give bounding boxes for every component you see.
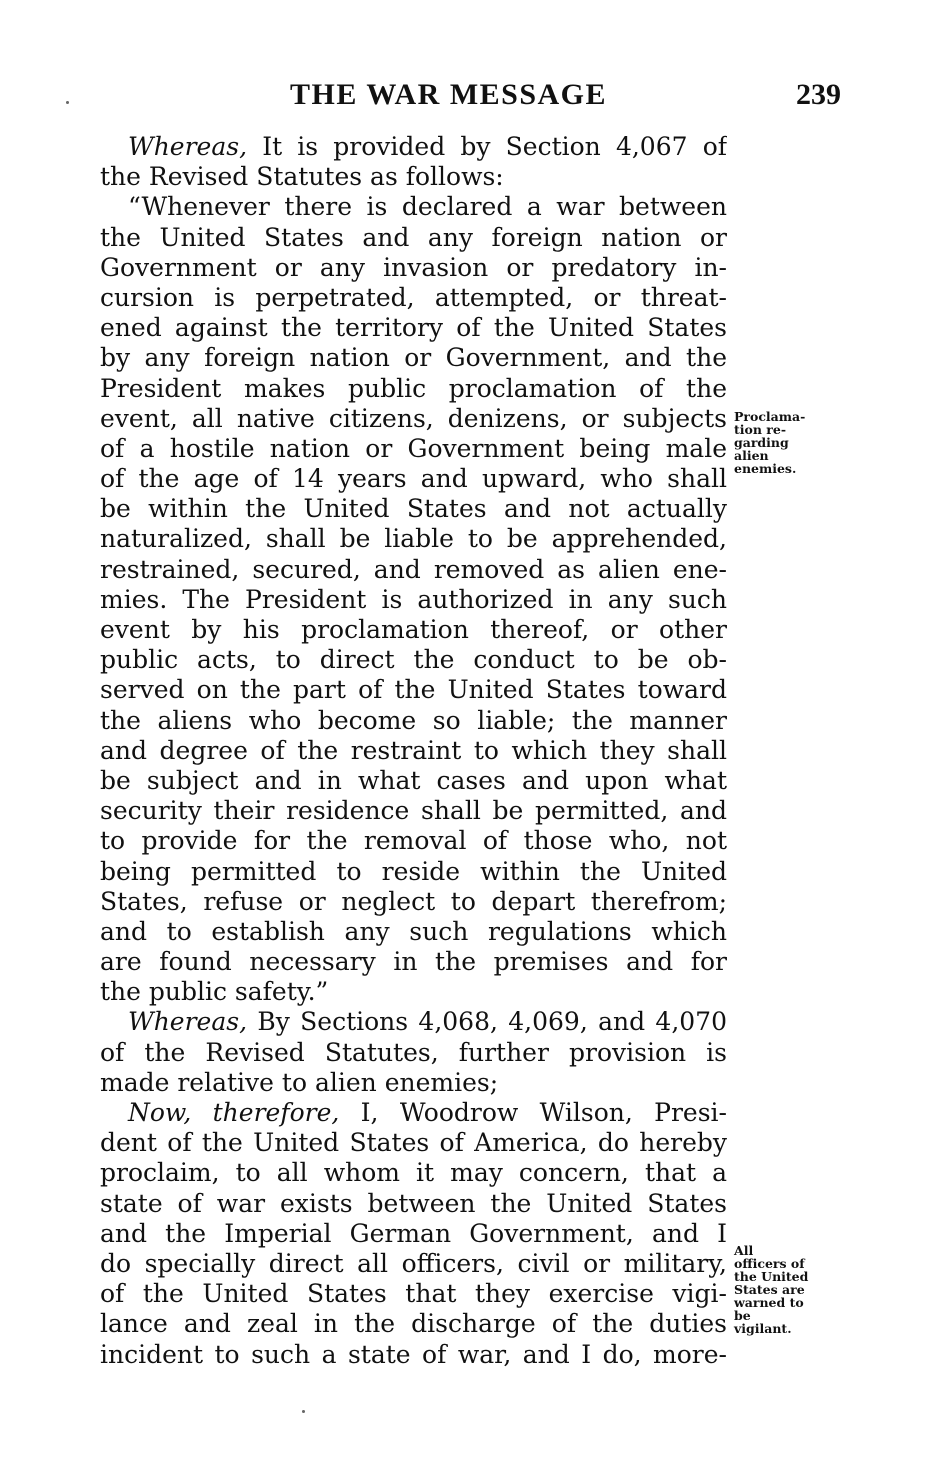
page-header [0, 78, 950, 118]
text-line [100, 1279, 727, 1309]
text-line [100, 494, 727, 524]
text-line [100, 313, 727, 343]
text-line [100, 887, 727, 917]
line-text: President makes public proclamation of the [100, 373, 727, 403]
text-line [100, 434, 727, 464]
line-text: and to establish any such regulations which [100, 916, 727, 946]
italic-lead: Whereas, [128, 1007, 248, 1037]
line-text: do specially direct all officers, civil or military, [100, 1248, 727, 1278]
margin-note-line: States are [734, 1282, 805, 1297]
text-line [100, 857, 727, 887]
text-line [100, 192, 727, 222]
text-line [100, 826, 727, 856]
text-line [100, 1158, 727, 1188]
text-line [100, 1038, 727, 1068]
margin-note-line: warned to [734, 1295, 804, 1310]
print-speck [302, 1410, 305, 1413]
margin-note-officers [734, 1244, 808, 1335]
margin-note-proclamation [734, 410, 805, 475]
line-text: dent of the United States of America, do hereby [100, 1128, 727, 1158]
text-line [100, 766, 727, 796]
line-text: event, all native citizens, denizens, or subjects [100, 403, 727, 433]
line-text: be subject and in what cases and upon what [100, 765, 727, 795]
margin-note-line: tion re- [734, 422, 787, 437]
text-line [100, 645, 727, 675]
text-line [100, 404, 727, 434]
page-number: 239 [796, 78, 841, 111]
running-title: THE WAR MESSAGE [290, 78, 608, 111]
text-line [100, 524, 727, 554]
text-line [100, 162, 727, 192]
margin-note-line: vigilant. [734, 1321, 792, 1336]
margin-note-line: be [734, 1308, 751, 1323]
line-text: lance and zeal in the discharge of the duties [100, 1309, 727, 1339]
text-line [100, 283, 727, 313]
text-line [100, 736, 727, 766]
margin-note-line: enemies. [734, 461, 797, 476]
line-text: States, refuse or neglect to depart therefrom; [100, 886, 727, 916]
line-text: the aliens who become so liable; the manner [100, 705, 727, 735]
text-line [100, 132, 727, 162]
text-line [100, 555, 727, 585]
text-line [100, 675, 727, 705]
line-text: By Sections 4,068, 4,069, and 4,070 [247, 1007, 727, 1037]
line-text: of a hostile nation or Government being male [100, 433, 727, 463]
margin-note-line: alien [734, 448, 769, 463]
line-text: of the Revised Statutes, further provision is [100, 1037, 727, 1067]
text-line [100, 1340, 727, 1370]
line-text: public acts, to direct the conduct to be ob- [100, 645, 727, 675]
text-line [100, 706, 727, 736]
line-text: event by his proclamation thereof, or other [100, 615, 727, 644]
text-line [100, 1249, 727, 1279]
text-line [100, 223, 727, 253]
margin-note-line: All [734, 1243, 754, 1258]
text-line [100, 796, 727, 826]
text-line [100, 464, 727, 494]
text-line [100, 1068, 727, 1098]
line-text: and the Imperial German Government, and I [100, 1218, 727, 1248]
line-text: state of war exists between the United States [100, 1188, 727, 1218]
line-text: ened against the territory of the United States [100, 313, 727, 343]
line-text: Government or any invasion or predatory in- [100, 252, 727, 282]
line-text: made relative to alien enemies; [100, 1067, 499, 1097]
text-line [100, 917, 727, 947]
line-text: restrained, secured, and removed as alien ene- [100, 554, 727, 584]
text-line [100, 1219, 727, 1249]
line-text: proclaim, to all whom it may concern, that a [100, 1158, 727, 1188]
print-speck [66, 101, 69, 104]
line-text: cursion is perpetrated, attempted, or threat- [100, 282, 727, 312]
line-text: and degree of the restraint to which they shall [100, 735, 727, 765]
text-line [100, 1098, 727, 1128]
line-text: the public safety.” [100, 977, 329, 1007]
margin-note-line: Proclama- [734, 409, 806, 424]
line-text: It is provided by Section 4,067 of [247, 132, 727, 161]
line-text: are found necessary in the premises and for [100, 947, 727, 977]
text-line [100, 1007, 727, 1037]
text-line [100, 615, 727, 645]
margin-note-line: garding [734, 435, 789, 450]
text-line [100, 947, 727, 977]
margin-note-line: officers of [734, 1256, 805, 1271]
text-line [100, 585, 727, 615]
line-text: by any foreign nation or Government, and the [100, 343, 727, 373]
italic-lead: Now, therefore, [128, 1098, 340, 1127]
line-text: served on the part of the United States toward [100, 675, 727, 705]
text-line [100, 977, 727, 1007]
line-text: mies. The President is authorized in any such [100, 584, 727, 614]
line-text: naturalized, shall be liable to be apprehended, [100, 524, 727, 554]
line-text: to provide for the removal of those who, not [100, 826, 727, 856]
text-line [100, 343, 727, 373]
text-line [100, 1309, 727, 1339]
line-text: of the United States that they exercise vigi- [100, 1279, 727, 1309]
text-line [100, 374, 727, 404]
line-text: I, Woodrow Wilson, Presi- [339, 1098, 727, 1127]
italic-lead: Whereas, [128, 132, 248, 161]
line-text: be within the United States and not actually [100, 494, 727, 524]
line-text: the United States and any foreign nation or [100, 222, 727, 252]
line-text: security their residence shall be permitted, and [100, 796, 727, 826]
body-text [100, 132, 727, 1370]
line-text: incident to such a state of war, and I do, more- [100, 1339, 727, 1369]
margin-note-line: the United [734, 1269, 809, 1284]
line-text: “Whenever there is declared a war between [128, 192, 727, 222]
line-text: being permitted to reside within the United [100, 856, 727, 886]
line-text: of the age of 14 years and upward, who shall [100, 464, 727, 494]
line-text: the Revised Statutes as follows: [100, 162, 504, 192]
text-line [100, 1189, 727, 1219]
text-line [100, 1128, 727, 1158]
text-line [100, 253, 727, 283]
